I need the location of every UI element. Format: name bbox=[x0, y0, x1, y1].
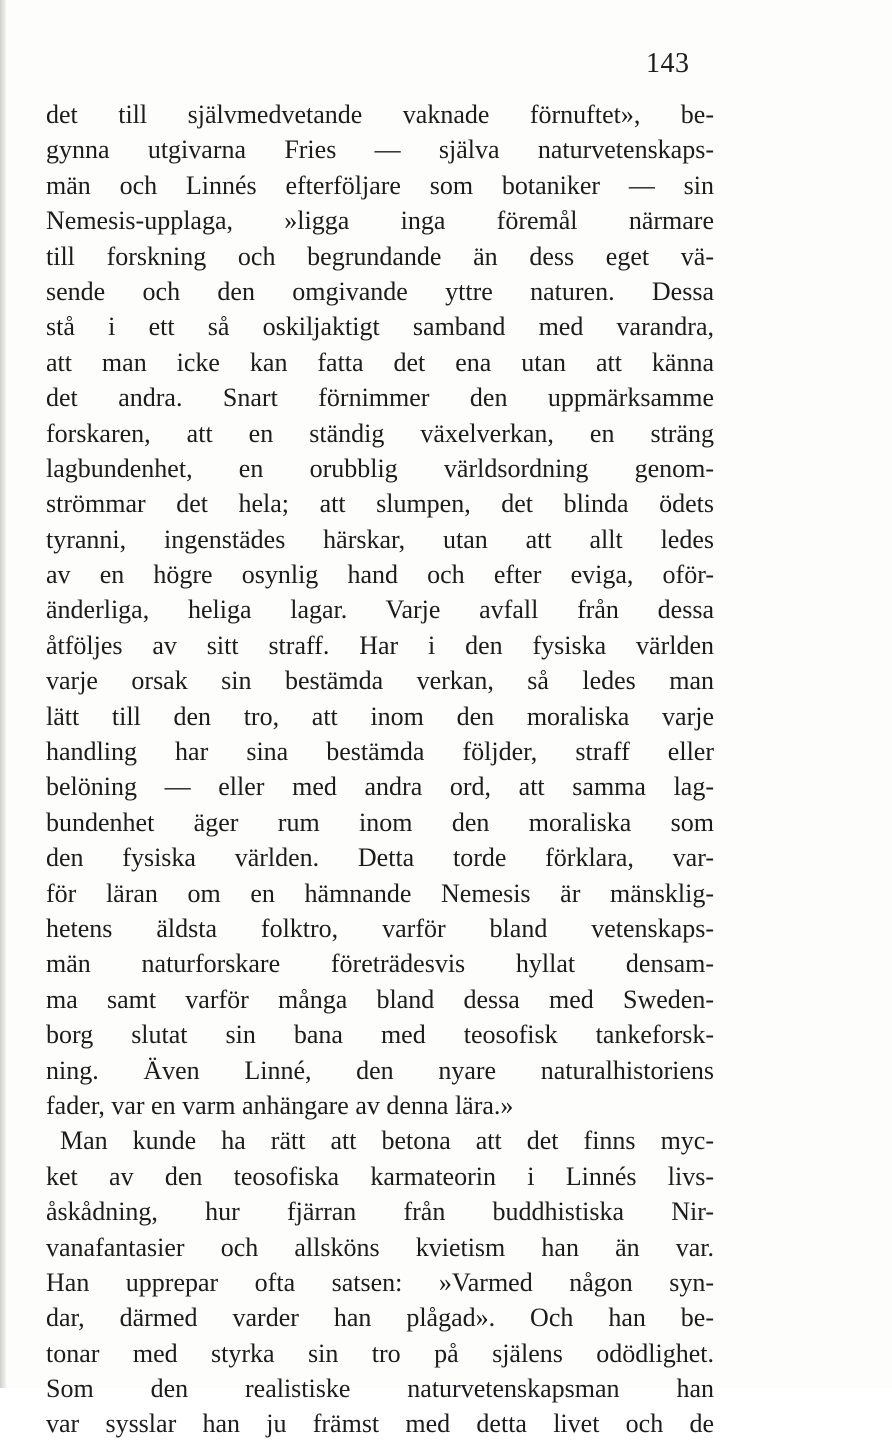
text-line-22: den fysiska världen. Detta torde förklara, var- bbox=[46, 843, 714, 873]
text-line-18: lätt till den tro, att inom den moraliska varje bbox=[46, 701, 714, 731]
text-line-7: stå i ett så oskiljaktigt samband med varandra, bbox=[46, 312, 714, 342]
text-line-35: dar, därmed varder han plågad». Och han be- bbox=[46, 1303, 714, 1333]
text-line-25: män naturforskare företrädesvis hyllat densam- bbox=[46, 949, 714, 979]
text-line-26: ma samt varför många bland dessa med Sweden- bbox=[46, 984, 714, 1014]
text-line-16: åtföljes av sitt straff. Har i den fysiska världen bbox=[46, 630, 714, 660]
text-line-13: tyranni, ingenstädes härskar, utan att allt ledes bbox=[46, 524, 714, 554]
text-line-32: åskådning, hur fjärran från buddhistiska Nir- bbox=[46, 1197, 714, 1227]
text-line-20: belöning — eller med andra ord, att samma lag- bbox=[46, 772, 714, 802]
text-line-10: forskaren, att en ständig växelverkan, en sträng bbox=[46, 418, 714, 448]
text-line-34: Han upprepar ofta satsen: »Varmed någon syn- bbox=[46, 1267, 714, 1297]
text-line-33: vanafantasier och allsköns kvietism han än var. bbox=[46, 1232, 714, 1262]
text-line-2: gynna utgivarna Fries — själva naturvetenskaps- bbox=[46, 135, 714, 165]
text-line-6: sende och den omgivande yttre naturen. Dessa bbox=[46, 276, 714, 306]
text-line-8: att man icke kan fatta det ena utan att känna bbox=[46, 347, 714, 377]
text-line-21: bundenhet äger rum inom den moraliska som bbox=[46, 807, 714, 837]
text-line-24: hetens äldsta folktro, varför bland vetenskaps- bbox=[46, 913, 714, 943]
text-line-30: Man kunde ha rätt att betona att det finns myc- bbox=[60, 1126, 714, 1156]
text-line-12: strömmar det hela; att slumpen, det blinda ödets bbox=[46, 489, 714, 519]
text-line-3: män och Linnés efterföljare som botaniker — sin bbox=[46, 170, 714, 200]
text-line-14: av en högre osynlig hand och efter eviga, oför- bbox=[46, 560, 714, 590]
page-edge bbox=[0, 0, 6, 1388]
text-line-9: det andra. Snart förnimmer den uppmärksamme bbox=[46, 383, 714, 413]
text-line-38: var sysslar han ju främst med detta livet och de bbox=[46, 1409, 714, 1439]
text-line-19: handling har sina bestämda följder, straff eller bbox=[46, 737, 714, 767]
text-line-31: ket av den teosofiska karmateorin i Linnés livs- bbox=[46, 1161, 714, 1191]
text-line-15: änderliga, heliga lagar. Varje avfall från dessa bbox=[46, 595, 714, 625]
text-line-4: Nemesis-upplaga, »ligga inga föremål närmare bbox=[46, 206, 714, 236]
text-line-23: för läran om en hämnande Nemesis är mänsklig- bbox=[46, 878, 714, 908]
text-line-29: fader, var en varm anhängare av denna lära.» bbox=[46, 1090, 514, 1120]
text-line-36: tonar med styrka sin tro på själens odödlighet. bbox=[46, 1338, 714, 1368]
body-text bbox=[46, 97, 714, 1442]
text-line-11: lagbundenhet, en orubblig världsordning genom- bbox=[46, 453, 714, 483]
text-line-28: ning. Även Linné, den nyare naturalhistoriens bbox=[46, 1055, 714, 1085]
text-line-27: borg slutat sin bana med teosofisk tankeforsk- bbox=[46, 1020, 714, 1050]
text-line-37: Som den realistiske naturvetenskapsman han bbox=[46, 1374, 714, 1404]
text-line-5: till forskning och begrundande än dess eget vä- bbox=[46, 241, 714, 271]
text-line-1: det till självmedvetande vaknade förnuftet», be- bbox=[46, 100, 714, 129]
text-line-17: varje orsak sin bestämda verkan, så ledes man bbox=[46, 666, 714, 696]
page-number: 143 bbox=[646, 48, 690, 79]
